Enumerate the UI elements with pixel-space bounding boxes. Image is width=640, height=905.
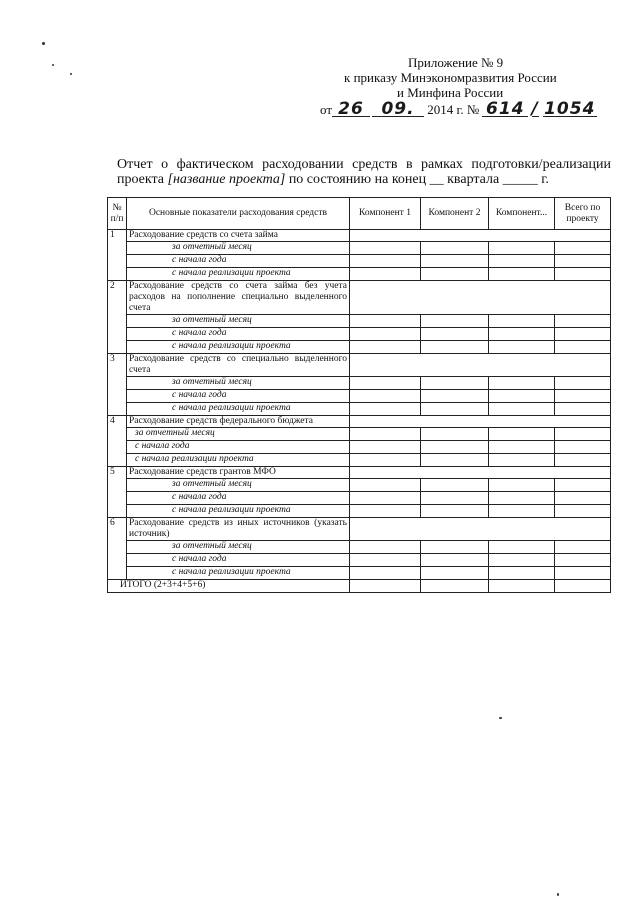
cell [421, 505, 489, 518]
sub-label: с начала реализации проекта [127, 268, 350, 281]
title-project-placeholder: [название проекта] [167, 172, 286, 187]
cell [350, 567, 421, 580]
cell [555, 479, 611, 492]
cell [421, 390, 489, 403]
table-row [108, 341, 611, 354]
sub-label: с начала года [127, 255, 350, 268]
cell [350, 454, 421, 467]
cell [489, 403, 555, 416]
cell [350, 428, 421, 441]
header-component-2: Компонент 2 [421, 198, 489, 230]
sub-label: с начала года [127, 441, 350, 454]
sub-label: с начала реализации проекта [127, 403, 350, 416]
header-component-more: Компонент... [489, 198, 555, 230]
cell [350, 315, 421, 328]
cell [421, 567, 489, 580]
date-prefix: от [320, 102, 333, 117]
cell [489, 567, 555, 580]
table-row [108, 518, 611, 541]
cell [489, 541, 555, 554]
cell [489, 255, 555, 268]
section-number: 4 [108, 416, 127, 467]
section-number: 3 [108, 354, 127, 416]
section-number: 1 [108, 230, 127, 281]
cell [489, 268, 555, 281]
section-blank [350, 518, 611, 541]
sub-label: за отчетный месяц [127, 242, 350, 255]
appendix-ministry: и Минфина России [397, 85, 504, 100]
scan-speck [70, 73, 72, 75]
cell [350, 541, 421, 554]
sub-label: за отчетный месяц [127, 377, 350, 390]
appendix-date-line [300, 99, 600, 119]
table-row [108, 416, 611, 428]
cell [555, 580, 611, 593]
cell [350, 341, 421, 354]
cell [555, 541, 611, 554]
cell [421, 403, 489, 416]
sub-label: за отчетный месяц [127, 315, 350, 328]
table-row [108, 441, 611, 454]
cell [489, 341, 555, 354]
cell [350, 328, 421, 341]
table-row [108, 428, 611, 441]
section-label: Расходование средств со специально выделенного счета [127, 354, 350, 377]
sub-label: за отчетный месяц [127, 428, 350, 441]
cell [421, 479, 489, 492]
section-label: Расходование средств из иных источников (указать источник) [127, 518, 350, 541]
section-blank [350, 230, 611, 242]
table-row [108, 315, 611, 328]
cell [555, 328, 611, 341]
cell [421, 580, 489, 593]
sub-label: с начала реализации проекта [127, 567, 350, 580]
total-row [108, 580, 611, 593]
cell [350, 441, 421, 454]
section-label: Расходование средств со счета займа без учета расходов на пополнение специально выделенного счета [127, 281, 350, 315]
table-row [108, 403, 611, 416]
cell [350, 242, 421, 255]
section-blank [350, 281, 611, 315]
cell [489, 377, 555, 390]
cell [350, 554, 421, 567]
table-row [108, 454, 611, 467]
cell [350, 403, 421, 416]
sub-label: с начала года [127, 492, 350, 505]
cell [350, 377, 421, 390]
cell [350, 255, 421, 268]
table-row [108, 467, 611, 479]
sub-label: с начала реализации проекта [127, 341, 350, 354]
cell [555, 441, 611, 454]
handwritten-slash: / [531, 99, 539, 119]
appendix-title: Приложение № 9 [408, 55, 504, 70]
table-row [108, 281, 611, 315]
table-row [108, 505, 611, 518]
table-row [108, 554, 611, 567]
sub-label: с начала реализации проекта [127, 454, 350, 467]
cell [421, 492, 489, 505]
table-row [108, 541, 611, 554]
cell [489, 315, 555, 328]
cell [489, 328, 555, 341]
cell [350, 505, 421, 518]
cell [489, 492, 555, 505]
cell [421, 428, 489, 441]
cell [555, 567, 611, 580]
cell [489, 390, 555, 403]
sub-label: за отчетный месяц [127, 479, 350, 492]
scan-speck [557, 893, 559, 896]
section-number: 2 [108, 281, 127, 354]
cell [421, 268, 489, 281]
cell [421, 255, 489, 268]
sub-label: за отчетный месяц [127, 541, 350, 554]
cell [555, 377, 611, 390]
cell [421, 454, 489, 467]
table-header-row [108, 198, 611, 230]
section-number: 5 [108, 467, 127, 518]
table-row [108, 242, 611, 255]
handwritten-number-1: 614 [482, 102, 528, 117]
section-blank [350, 416, 611, 428]
title-part-2: по состоянию на конец __ квартала _____ г. [288, 172, 549, 187]
handwritten-month: 09. [372, 102, 424, 117]
cell [489, 441, 555, 454]
cell [555, 505, 611, 518]
header-indicator: Основные показатели расходования средств [127, 198, 350, 230]
handwritten-day: 26 [332, 102, 370, 117]
cell [421, 377, 489, 390]
section-number: 6 [108, 518, 127, 580]
cell [489, 454, 555, 467]
table-row [108, 328, 611, 341]
total-label: ИТОГО (2+3+4+5+6) [108, 580, 350, 593]
scan-speck [42, 42, 45, 45]
section-blank [350, 467, 611, 479]
cell [421, 541, 489, 554]
sub-label: с начала года [127, 390, 350, 403]
cell [421, 328, 489, 341]
cell [350, 268, 421, 281]
section-label: Расходование средств федерального бюджета [127, 416, 350, 428]
cell [555, 390, 611, 403]
section-blank [350, 354, 611, 377]
cell [555, 454, 611, 467]
cell [421, 341, 489, 354]
table-row [108, 567, 611, 580]
table-row [108, 354, 611, 377]
cell [350, 479, 421, 492]
table-row [108, 390, 611, 403]
handwritten-number-2: 1054 [544, 99, 596, 119]
cell [421, 554, 489, 567]
cell [555, 403, 611, 416]
title-part-1: Отчет о фактическом расходовании средств в рамках подготовки/реализации проекта [117, 157, 611, 187]
header-component-1: Компонент 1 [350, 198, 421, 230]
header-total: Всего по проекту [555, 198, 611, 230]
section-label: Расходование средств грантов МФО [127, 467, 350, 479]
cell [489, 242, 555, 255]
cell [350, 390, 421, 403]
table-row [108, 230, 611, 242]
cell [489, 505, 555, 518]
cell [555, 255, 611, 268]
cell [489, 580, 555, 593]
cell [489, 479, 555, 492]
date-year: 2014 г. № [427, 102, 480, 117]
cell [350, 580, 421, 593]
cell [489, 554, 555, 567]
cell [555, 315, 611, 328]
cell [555, 428, 611, 441]
cell [555, 492, 611, 505]
sub-label: с начала реализации проекта [127, 505, 350, 518]
table-row [108, 479, 611, 492]
report-table [107, 197, 611, 593]
scan-speck [52, 64, 54, 66]
sub-label: с начала года [127, 328, 350, 341]
appendix-block [300, 55, 600, 117]
cell [421, 441, 489, 454]
appendix-order: к приказу Минэкономразвития России [344, 70, 557, 85]
section-label: Расходование средств со счета займа [127, 230, 350, 242]
scan-speck [499, 717, 502, 719]
sub-label: с начала года [127, 554, 350, 567]
table-row [108, 492, 611, 505]
cell [555, 341, 611, 354]
table-row [108, 377, 611, 390]
header-num: № п/п [108, 198, 127, 230]
cell [555, 554, 611, 567]
cell [421, 315, 489, 328]
cell [421, 242, 489, 255]
cell [555, 268, 611, 281]
table-row [108, 255, 611, 268]
cell [489, 428, 555, 441]
cell [350, 492, 421, 505]
cell [555, 242, 611, 255]
report-title [117, 157, 611, 187]
table-row [108, 268, 611, 281]
